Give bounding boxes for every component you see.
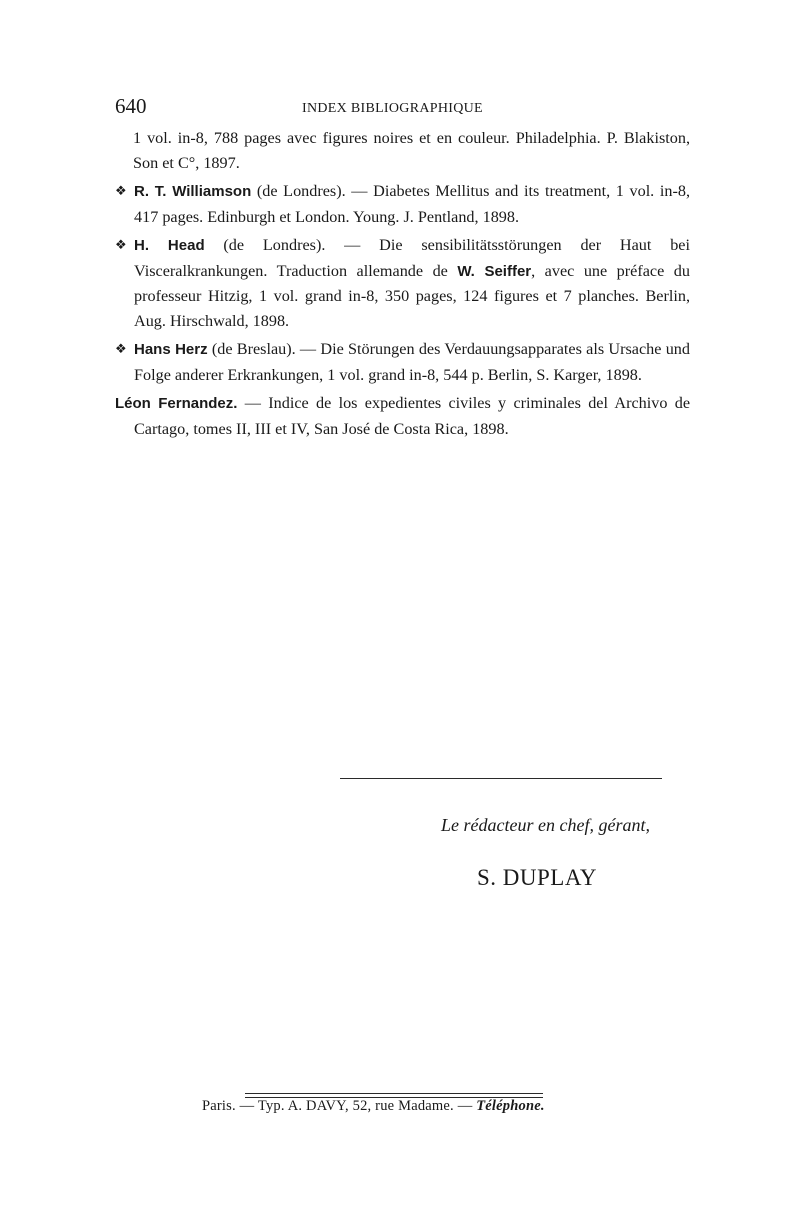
bullet-icon: ❖ — [115, 183, 127, 198]
imprint-rule — [245, 1093, 543, 1094]
entry-text: (de Londres). — Diabetes Mellitus and its treatment, 1 vol. in-8, 417 pages. Edinburgh et London. Young. J. Pentland, 1898. — [134, 182, 690, 226]
imprint-telephone: Téléphone. — [476, 1098, 545, 1114]
bibliography-entry — [115, 233, 690, 333]
entry-author: Léon Fernandez. — [115, 395, 238, 412]
signature-rule — [340, 778, 662, 779]
entry-translator: W. Seiffer — [457, 262, 532, 280]
entry-text: , avec une préface du professeur Hitzig, 1 vol. grand in-8, 350 pages, 124 figures et 7 planches. Berlin, Aug. Hirschwald, 1898. — [134, 261, 690, 330]
entry-text: (de Breslau). — Die Störungen des Verdauungsapparates als Ursache und Folge anderer Erkrankungen, 1 vol. grand in-8, 544 p. Berlin, S. Karger, 1898. — [134, 340, 690, 384]
running-head: INDEX BIBLIOGRAPHIQUE — [302, 101, 483, 116]
entry-text: — Indice de los expedientes civiles y criminales del Archivo de Cartago, tomes II, III et IV, San José de Costa Rica, 1898. — [134, 394, 691, 438]
page-number: 640 — [115, 94, 147, 118]
entry-author: R. T. Williamson — [134, 183, 252, 200]
entry-text: 1 vol. in-8, 788 pages avec figures noires et en couleur. Philadelphia. P. Blakiston, Son et C°, 1897. — [133, 129, 690, 172]
editor-name: S. DUPLAY — [477, 865, 597, 890]
imprint-text: Paris. — Typ. A. DAVY, 52, rue Madame. — — [202, 1098, 477, 1114]
printer-imprint — [202, 1098, 545, 1115]
bullet-icon: ❖ — [115, 237, 127, 252]
bibliography-entry — [115, 179, 690, 229]
bibliography-entry — [115, 337, 690, 387]
entry-author: H. Head — [134, 237, 205, 254]
editor-role: Le rédacteur en chef, gérant, — [441, 815, 650, 835]
bibliography-entry — [115, 126, 690, 175]
entry-author: Hans Herz — [134, 341, 208, 358]
entry-text: (de Londres). — Die sensibilitätsstörungen der Haut bei Visceralkrankungen. Traduction allemande de — [134, 236, 690, 280]
bibliography-list — [115, 126, 690, 441]
bibliography-entry — [115, 391, 690, 441]
bullet-icon: ❖ — [115, 341, 127, 356]
